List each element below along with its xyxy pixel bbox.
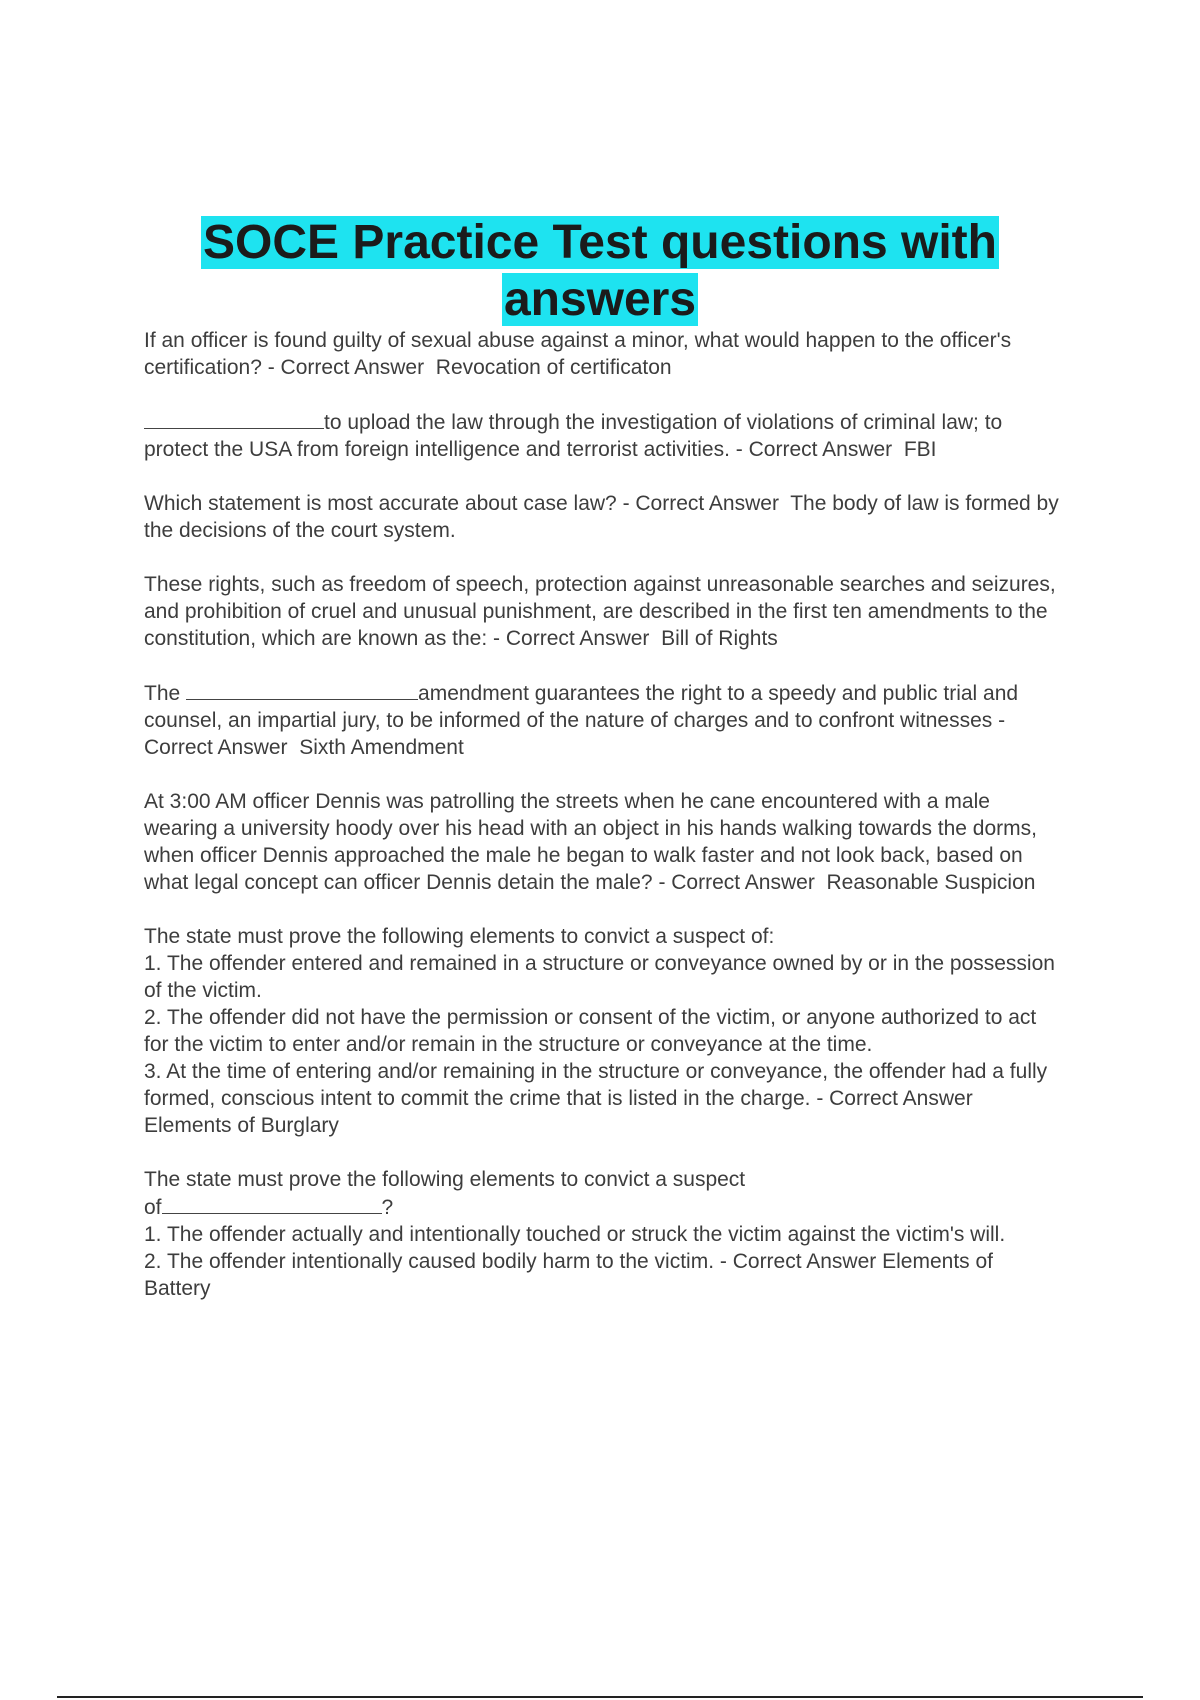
question-intro: The state must prove the following elements to convict a suspect <box>144 1168 746 1191</box>
answer-prefix: - Correct Answer <box>658 871 815 894</box>
element-item-with-answer <box>144 1248 1064 1302</box>
fill-in-blank <box>186 679 418 700</box>
qa-item-8 <box>144 1166 1064 1302</box>
answer-text: Revocation of certificaton <box>435 356 672 379</box>
qa-item-4 <box>144 571 1064 652</box>
qa-item-2 <box>144 408 1064 463</box>
title-wrap <box>0 214 1200 328</box>
answer-prefix: - Correct Answer <box>622 492 779 515</box>
question-mark: ? <box>381 1196 394 1219</box>
question-text: These rights, such as freedom of speech, protection against unreasonable searches and seizures, and prohibition of cruel and unusual punishment, are described in the first ten amendments to the constitution, which are known as the: <box>144 573 1056 650</box>
page-title: SOCE Practice Test questions with answers <box>203 216 997 326</box>
qa-text <box>144 679 1064 761</box>
qa-item-7 <box>144 923 1064 1139</box>
element-text: 3. At the time of entering and/or remaining in the structure or conveyance, the offender had a fully formed, conscious intent to commit the crime that is listed in the charge. <box>144 1060 1048 1110</box>
qa-text <box>144 327 1064 381</box>
qa-item-6 <box>144 788 1064 896</box>
answer-prefix: - Correct Answer <box>493 627 650 650</box>
fill-in-blank <box>162 1193 382 1214</box>
qa-list <box>144 327 1064 1329</box>
qa-item-5 <box>144 679 1064 761</box>
answer-text: Elements of Burglary <box>144 1114 339 1137</box>
answer-prefix: - Correct Answer <box>719 1250 877 1273</box>
qa-text <box>144 788 1064 896</box>
qa-text <box>144 408 1064 463</box>
qa-text <box>144 571 1064 652</box>
answer-prefix: - Correct Answer <box>816 1087 973 1110</box>
answer-text: FBI <box>903 438 937 461</box>
qa-text <box>144 490 1064 544</box>
element-item: 1. The offender actually and intentionally touched or struck the victim against the victim's will. <box>144 1223 1006 1246</box>
question-text: to upload the law through the investigation of violations of criminal law; to protect the USA from foreign intelligence and terrorist activities. <box>144 411 1003 461</box>
answer-text: The body of law is formed by the decisions of the court system. <box>144 492 1059 542</box>
answer-prefix: - Correct Answer <box>144 709 1006 759</box>
question-intro: The state must prove the following elements to convict a suspect of: <box>144 925 775 948</box>
element-item: 1. The offender entered and remained in a structure or conveyance owned by or in the possession of the victim. <box>144 952 1055 1002</box>
question-text: Which statement is most accurate about case law? <box>144 492 617 515</box>
question-text: At 3:00 AM officer Dennis was patrolling the streets when he cane encountered with a male wearing a university hoody over his head with an object in his hands walking towards the dorms, when officer Dennis approached the male he began to walk faster and not look back, based on what legal concept can officer Dennis detain the male? <box>144 790 1037 894</box>
fill-in-blank <box>144 408 324 429</box>
question-text: amendment guarantees the right to a speedy and public trial and counsel, an impartial jury, to be informed of the nature of charges and to confront witnesses <box>144 682 1019 732</box>
answer-prefix: - Correct Answer <box>735 438 893 461</box>
element-text: 2. The offender intentionally caused bodily harm to the victim. <box>144 1250 715 1273</box>
answer-text: Bill of Rights <box>661 627 778 650</box>
question-start: The <box>144 682 181 705</box>
answer-text: Sixth Amendment <box>299 736 464 759</box>
bottom-rule <box>57 1696 1143 1698</box>
element-item: 2. The offender did not have the permission or consent of the victim, or anyone authorized to act for the victim to enter and/or remain in the structure or conveyance at the time. <box>144 1006 1037 1056</box>
question-of: of <box>144 1196 162 1219</box>
answer-text: Reasonable Suspicion <box>826 871 1036 894</box>
answer-text: Elements of Battery <box>144 1250 993 1300</box>
qa-item-3 <box>144 490 1064 544</box>
question-of-line <box>144 1193 1064 1221</box>
element-item-with-answer <box>144 1058 1064 1139</box>
question-text: If an officer is found guilty of sexual abuse against a minor, what would happen to the officer's certification? <box>144 329 1012 379</box>
answer-prefix: - Correct Answer <box>267 356 425 379</box>
qa-item-1 <box>144 327 1064 381</box>
